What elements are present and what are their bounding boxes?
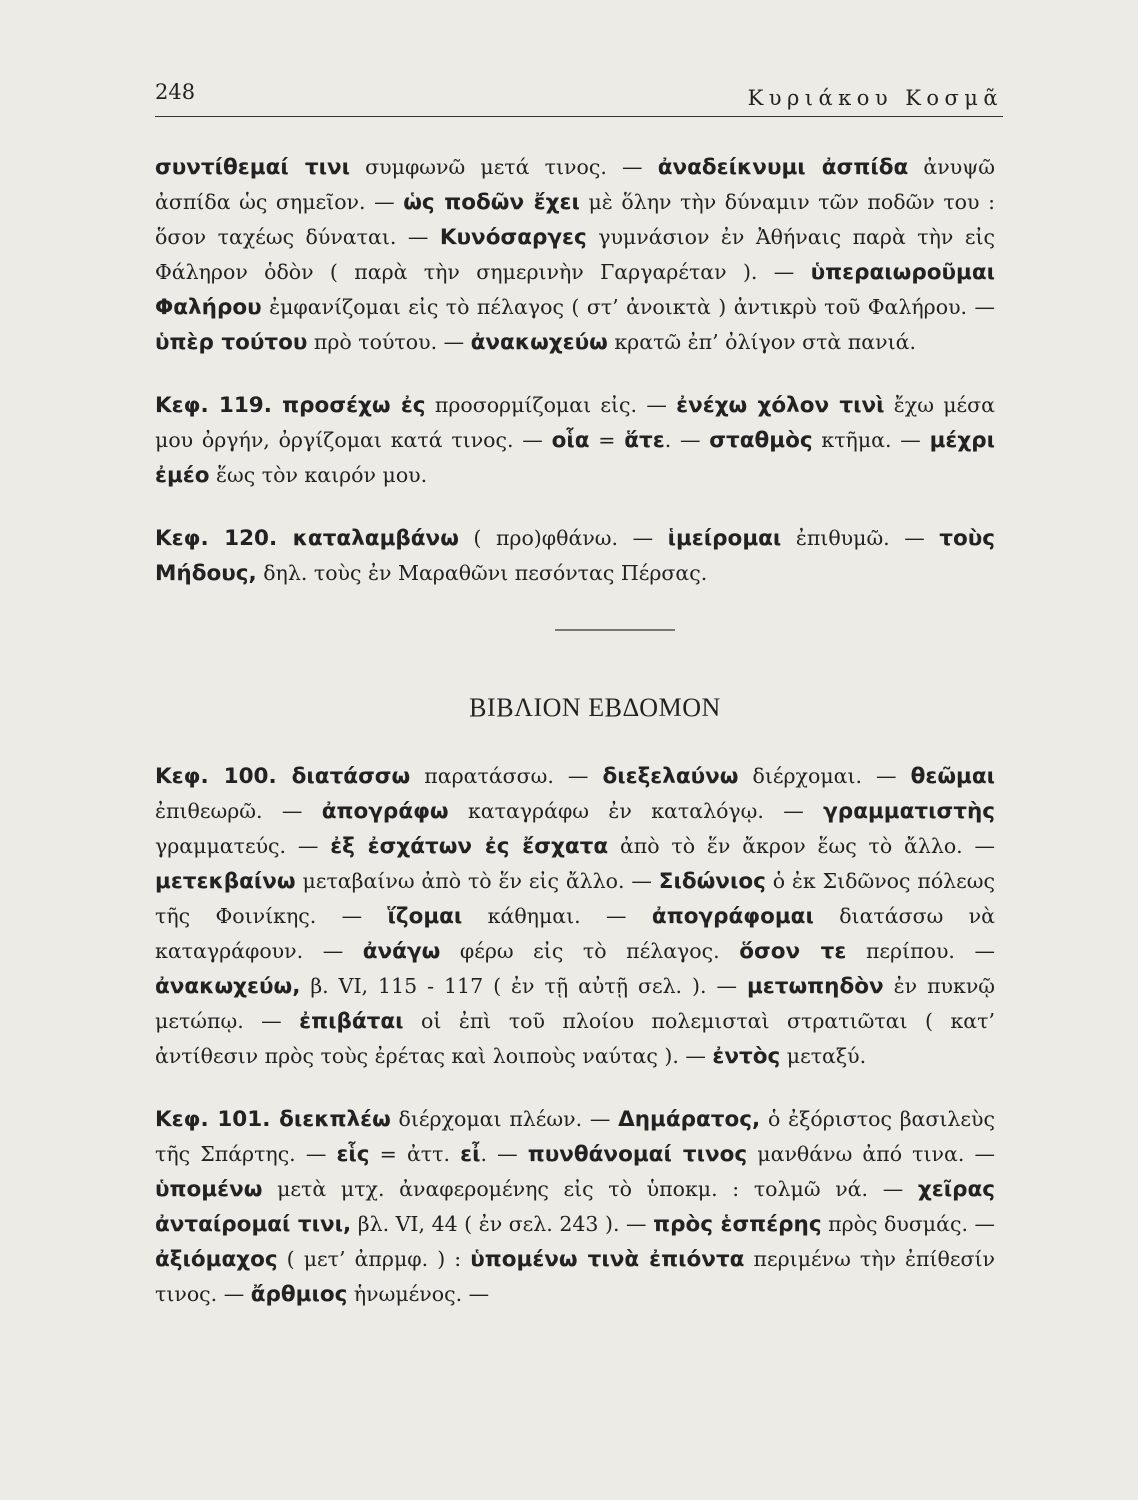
section-heading: ΒΙΒΛΙΟΝ ΕΒΔΟΜΟΝ: [469, 692, 721, 722]
headword: Δημάρατος,: [618, 1106, 761, 1132]
gloss: καταγράφω ἐν καταλόγῳ. —: [448, 798, 824, 823]
gloss: ἕως τὸν καιρόν μου.: [209, 463, 428, 487]
gloss: βλ. VI, 44 ( ἐν σελ. 243 ). —: [351, 1211, 654, 1236]
glossary-section-2: [155, 759, 995, 1312]
gloss: β. VI, 115 - 117 ( ἐν τῇ αὐτῇ σελ. ). —: [300, 973, 747, 998]
headword: Σιδώνιος: [658, 868, 766, 894]
gloss: ἀνυψῶ ἀσπίδα ὡς σημεῖον. —: [155, 155, 995, 214]
gloss: κτῆμα. —: [812, 428, 930, 452]
gloss: ( μετ’ ἀπρμφ. ) :: [277, 1246, 471, 1271]
gloss: οἱ ἐπὶ τοῦ πλοίου πολεμισταὶ στρατιῶται ( κατ’ ἀντίθεσιν πρὸς τοὺς ἐρέτας καὶ λοιποὺς ναύτας ). —: [155, 1008, 995, 1068]
headword: ἀνάγω: [362, 938, 441, 964]
paragraph: [155, 1102, 995, 1312]
gloss: μὲ ὅλην τὴν δύναμιν τῶν ποδῶν του : ὅσον ταχέως δύναται. —: [155, 190, 995, 249]
headword: ἀναδείκνυμι ἀσπίδα: [657, 155, 909, 180]
headword: τοὺς Μήδους,: [155, 526, 996, 586]
gloss: ὁ ἐκ Σιδῶνος πόλεως τῆς Φοινίκης. —: [155, 868, 995, 928]
gloss: παρατάσσω. —: [410, 763, 603, 788]
headword: ὑπεραιωροῦμαι Φαλήρου: [155, 260, 995, 320]
headword: ἀνακωχεύω: [470, 330, 608, 355]
headword: ὑπομένω τινὰ ἐπιόντα: [470, 1246, 745, 1272]
gloss: μανθάνω ἀπό τινα. —: [747, 1141, 995, 1166]
headword: ἐπιβάται: [299, 1008, 404, 1034]
headword: ἀπογράφομαι: [651, 903, 814, 929]
gloss: διέρχομαι πλέων. —: [390, 1106, 619, 1131]
gloss: =: [589, 428, 625, 452]
gloss: γραμματεύς. —: [155, 833, 331, 858]
gloss: πρὸ τούτου. —: [307, 330, 471, 354]
gloss: ἀπὸ τὸ ἕν ἄκρον ἕως τὸ ἄλλο. —: [608, 833, 995, 858]
body-text: [155, 150, 995, 1312]
paragraph: [155, 521, 995, 591]
gloss: διέρχομαι. —: [738, 763, 911, 788]
gloss: ἡνωμένος. —: [347, 1281, 490, 1306]
headword: συντίθεμαί τινι: [155, 155, 350, 180]
headword: Κεφ. 101. διεκπλέω: [155, 1106, 391, 1132]
gloss: πρὸς δυσμάς. —: [821, 1211, 995, 1236]
gloss: δηλ. τοὺς ἐν Μαραθῶνι πεσόντας Πέρσας.: [256, 561, 708, 585]
gloss: ἐμφανίζομαι εἰς τὸ πέλαγος ( στ’ ἀνοικτὰ ) ἀντικρὺ τοῦ Φαλήρου. —: [261, 295, 995, 319]
headword: ἐξ ἐσχάτων ἐς ἔσχατα: [330, 833, 609, 859]
gloss: ( προ)φθάνω. —: [458, 526, 668, 550]
headword: μετεκβαίνω: [155, 868, 296, 894]
glossary-section-1: [155, 150, 995, 591]
gloss: μεταβαίνω ἀπὸ τὸ ἕν εἰς ἄλλο. —: [295, 868, 659, 893]
headword: οἷα: [551, 428, 590, 453]
gloss: μετὰ μτχ. ἀναφερομένης εἰς τὸ ὑποκμ. : τολμῶ νά. —: [262, 1176, 918, 1201]
paragraph: [155, 388, 995, 493]
running-title: Κυριάκου Κοσμᾶ: [747, 86, 1003, 110]
gloss: ἐν πυκνῷ μετώπῳ. —: [155, 973, 995, 1033]
headword: εἶ: [460, 1141, 481, 1167]
headword: Κεφ. 120. καταλαμβάνω: [155, 526, 459, 551]
headword: ἀξιόμαχος: [155, 1246, 278, 1272]
gloss: κρατῶ ἐπ’ ὀλίγον στὰ πανιά.: [607, 330, 916, 354]
headword: ὡς ποδῶν ἔχει: [403, 190, 580, 215]
section-divider: [555, 629, 675, 631]
headword: ἱμείρομαι: [667, 526, 782, 551]
headword: μέχρι ἐμέο: [155, 428, 995, 488]
headword: ἀπογράφω: [321, 798, 449, 824]
headword: ἀνακωχεύω,: [155, 973, 301, 999]
gloss: κάθημαι. —: [462, 903, 652, 928]
gloss: ἔχω μέσα μου ὀργήν, ὀργίζομαι κατά τινος. —: [155, 393, 996, 452]
headword: γραμματιστὴς: [823, 798, 995, 824]
gloss: . —: [480, 1141, 528, 1166]
headword: Κεφ. 100. διατάσσω: [155, 763, 411, 789]
gloss: ἐπιθεωρῶ. —: [155, 798, 322, 823]
running-header: [155, 80, 1003, 117]
headword: Κυνόσαργες: [439, 225, 587, 250]
headword: ἐνέχω χόλον τινὶ: [676, 393, 885, 418]
headword: πρὸς ἑσπέρης: [653, 1211, 822, 1237]
gloss: γυμνάσιον ἐν Ἀθήναις παρὰ τὴν εἰς Φάληρον ὁδὸν ( παρὰ τὴν σημερινὴν Γαργαρέταν ). —: [155, 225, 995, 284]
headword: ὑπομένω: [155, 1176, 263, 1202]
headword: σταθμὸς: [709, 428, 813, 453]
headword: ἵζομαι: [387, 903, 463, 929]
headword: ὑπὲρ τούτου: [155, 330, 308, 355]
headword: ὅσον τε: [739, 938, 847, 964]
headword: μετωπηδὸν: [746, 973, 884, 999]
gloss: περίπου. —: [846, 938, 995, 963]
paragraph: [155, 759, 995, 1074]
headword: διεξελαύνω: [602, 763, 739, 789]
headword: ἄρθμιος: [250, 1281, 348, 1307]
headword: χεῖρας ἀνταίρομαί τινι,: [155, 1176, 995, 1237]
gloss: συμφωνῶ μετά τινος. —: [349, 155, 658, 179]
paragraph: [155, 150, 995, 360]
gloss: περιμένω τὴν ἐπίθεσίν τινος. —: [155, 1246, 995, 1306]
headword: Κεφ. 119. προσέχω ἐς: [155, 393, 426, 418]
page-number: 248: [155, 80, 196, 104]
headword: εἷς: [336, 1141, 370, 1167]
gloss: μεταξύ.: [780, 1043, 867, 1068]
gloss: διατάσσω νὰ καταγράφουν. —: [155, 903, 995, 963]
gloss: προσορμίζομαι εἰς. —: [425, 393, 677, 417]
gloss: ἐπιθυμῶ. —: [781, 526, 940, 550]
headword: πυνθάνομαί τινος: [527, 1141, 748, 1167]
gloss: = ἀττ.: [369, 1141, 461, 1166]
gloss: . —: [664, 428, 710, 452]
gloss: ὁ ἐξόριστος βασιλεὺς τῆς Σπάρτης. —: [155, 1106, 995, 1166]
headword: ἅτε: [624, 428, 665, 453]
headword: θεῶμαι: [910, 763, 995, 789]
headword: ἐντὸς: [712, 1043, 781, 1069]
gloss: φέρω εἰς τὸ πέλαγος.: [440, 938, 740, 963]
